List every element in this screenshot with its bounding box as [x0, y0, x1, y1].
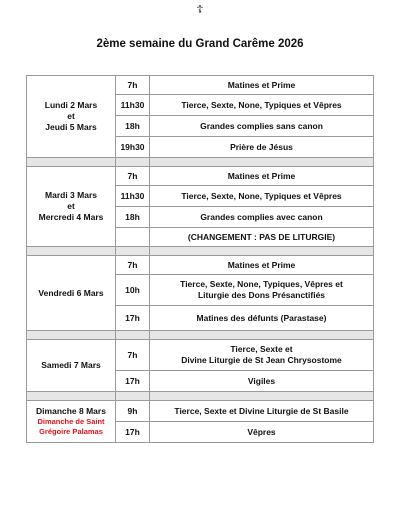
day-label: Mercredi 4 Mars	[38, 212, 104, 222]
service-cell: Matines et Prime	[150, 167, 374, 186]
time-cell: 7h	[116, 256, 150, 275]
day-cell	[27, 167, 116, 247]
time-cell: 19h30	[116, 137, 150, 158]
time-cell: 11h30	[116, 186, 150, 207]
orthodox-cross-icon: ☦	[196, 4, 204, 16]
service-cell: Prière de Jésus	[150, 137, 374, 158]
day-label: Lundi 2 Mars	[44, 100, 98, 110]
time-cell	[116, 228, 150, 247]
table-row	[27, 167, 374, 186]
feast-label: Grégoire Palamas	[39, 427, 103, 436]
time-cell: 7h	[116, 340, 150, 371]
time-cell: 18h	[116, 207, 150, 228]
service-cell: Matines et Prime	[150, 76, 374, 95]
no-liturgy-notice: (CHANGEMENT : PAS DE LITURGIE)	[150, 228, 374, 247]
service-cell: Vigiles	[150, 371, 374, 392]
service-cell: Tierce, Sexte, None, Typiques et Vêpres	[150, 186, 374, 207]
service-cell: Tierce, Sexte, None, Typiques et Vêpres	[150, 95, 374, 116]
time-cell: 18h	[116, 116, 150, 137]
time-cell: 7h	[116, 167, 150, 186]
service-cell: Grandes complies sans canon	[150, 116, 374, 137]
day-label: Dimanche 8 Mars	[36, 406, 106, 416]
time-cell: 10h	[116, 275, 150, 306]
table-row	[27, 256, 374, 275]
separator-row	[27, 158, 374, 167]
time-cell: 17h	[116, 422, 150, 443]
day-cell	[27, 401, 116, 443]
separator-row	[27, 247, 374, 256]
day-label: et	[67, 111, 75, 121]
day-label: Samedi 7 Mars	[41, 360, 101, 370]
service-cell: Tierce, Sexte et Divine Liturgie de St Jean Chrysostome	[150, 340, 374, 371]
day-label: Vendredi 6 Mars	[38, 287, 104, 298]
day-label: Jeudi 5 Mars	[45, 122, 97, 132]
schedule-table	[26, 75, 374, 443]
table-row	[27, 340, 374, 371]
day-cell	[27, 340, 116, 392]
table-row	[27, 401, 374, 422]
page-title: 2ème semaine du Grand Carême 2026	[96, 38, 304, 50]
day-cell	[27, 256, 116, 331]
day-cell	[27, 76, 116, 158]
feast-label: Dimanche de Saint	[37, 417, 105, 426]
time-cell: 11h30	[116, 95, 150, 116]
service-cell: Tierce, Sexte, None, Typiques, Vêpres et Liturgie des Dons Présanctifiés	[150, 275, 374, 306]
service-cell: Vêpres	[150, 422, 374, 443]
service-cell: Matines et Prime	[150, 256, 374, 275]
time-cell: 17h	[116, 306, 150, 331]
table-row	[27, 76, 374, 95]
service-cell: Grandes complies avec canon	[150, 207, 374, 228]
time-cell: 17h	[116, 371, 150, 392]
service-cell: Tierce, Sexte et Divine Liturgie de St Basile	[150, 401, 374, 422]
service-cell: Matines des défunts (Parastase)	[150, 306, 374, 331]
time-cell: 9h	[116, 401, 150, 422]
day-label: Mardi 3 Mars	[45, 190, 97, 200]
separator-row	[27, 392, 374, 401]
day-label: et	[67, 201, 75, 211]
separator-row	[27, 331, 374, 340]
time-cell: 7h	[116, 76, 150, 95]
